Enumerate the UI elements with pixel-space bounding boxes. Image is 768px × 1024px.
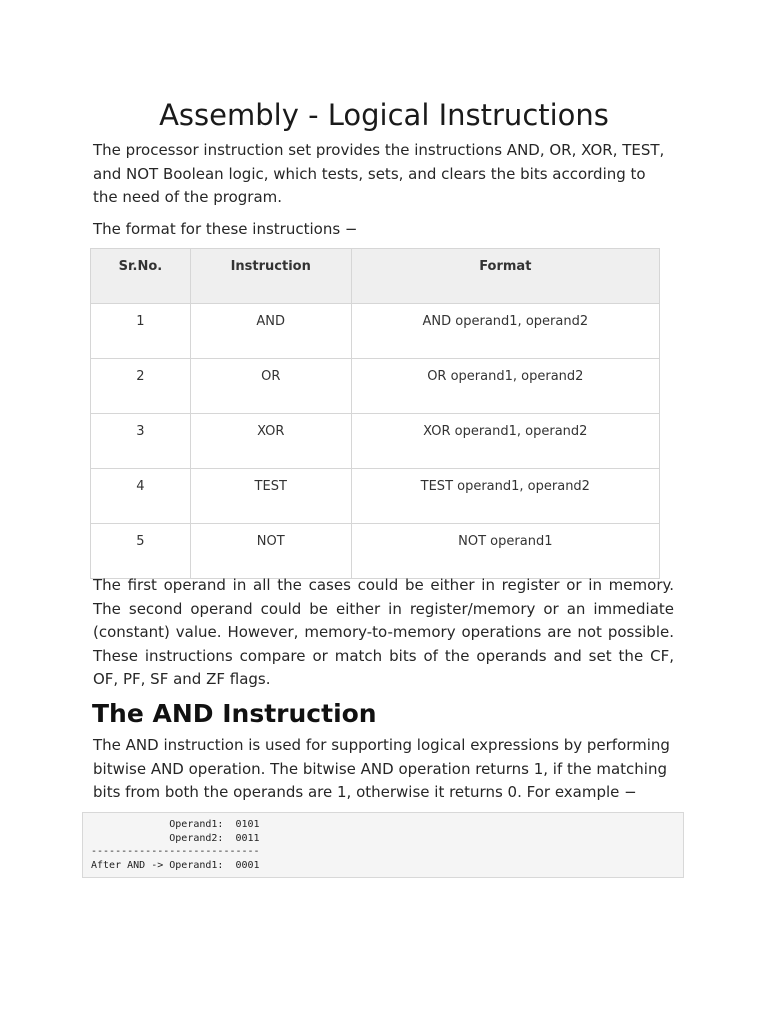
operands-paragraph: The first operand in all the cases could be either in register or in memory. The second operand could be either in register/memory or an immediate (constant) value. However, memory-to-memory operations are not possible. These instructions compare or match bits of the operands and set the CF, OF, PF, SF and ZF flags.: [93, 576, 674, 688]
header-instruction: Instruction: [190, 249, 351, 304]
cell-sr-no: 3: [91, 414, 191, 469]
table-row: [91, 524, 660, 579]
instruction-format-table: [90, 248, 660, 579]
intro-paragraph: The processor instruction set provides the instructions AND, OR, XOR, TEST, and NOT Boolean logic, which tests, sets, and clears the bits according to the need of the program.: [93, 141, 665, 206]
table-row: [91, 414, 660, 469]
cell-sr-no: 2: [91, 359, 191, 414]
header-format: Format: [351, 249, 659, 304]
header-sr-no: Sr.No.: [91, 249, 191, 304]
table-row: [91, 469, 660, 524]
code-line: Operand1: 0101: [91, 819, 260, 830]
code-line: Operand2: 0011: [91, 832, 260, 844]
cell-instruction: XOR: [190, 414, 351, 469]
table-row: [91, 359, 660, 414]
and-section-paragraph: The AND instruction is used for supporting logical expressions by performing bitwise AND operation. The bitwise AND operation returns 1, if the matching bits from both the operands are 1, otherwise it returns 0. For example −: [93, 736, 670, 801]
code-example-block: [82, 812, 684, 878]
and-section-heading: The AND Instruction: [92, 699, 377, 728]
cell-sr-no: 4: [91, 469, 191, 524]
page-title: Assembly - Logical Instructions: [159, 98, 609, 132]
cell-sr-no: 5: [91, 524, 191, 579]
cell-format: AND operand1, operand2: [351, 304, 659, 359]
cell-instruction: OR: [190, 359, 351, 414]
code-line: ----------------------------: [91, 846, 260, 857]
cell-instruction: AND: [190, 304, 351, 359]
cell-sr-no: 1: [91, 304, 191, 359]
cell-instruction: NOT: [190, 524, 351, 579]
table-row: [91, 304, 660, 359]
cell-format: NOT operand1: [351, 524, 659, 579]
code-line: After AND -> Operand1: 0001: [91, 859, 260, 871]
table-header-row: [91, 249, 660, 304]
cell-format: TEST operand1, operand2: [351, 469, 659, 524]
cell-instruction: TEST: [190, 469, 351, 524]
cell-format: OR operand1, operand2: [351, 359, 659, 414]
format-intro-paragraph: The format for these instructions −: [93, 220, 358, 238]
cell-format: XOR operand1, operand2: [351, 414, 659, 469]
